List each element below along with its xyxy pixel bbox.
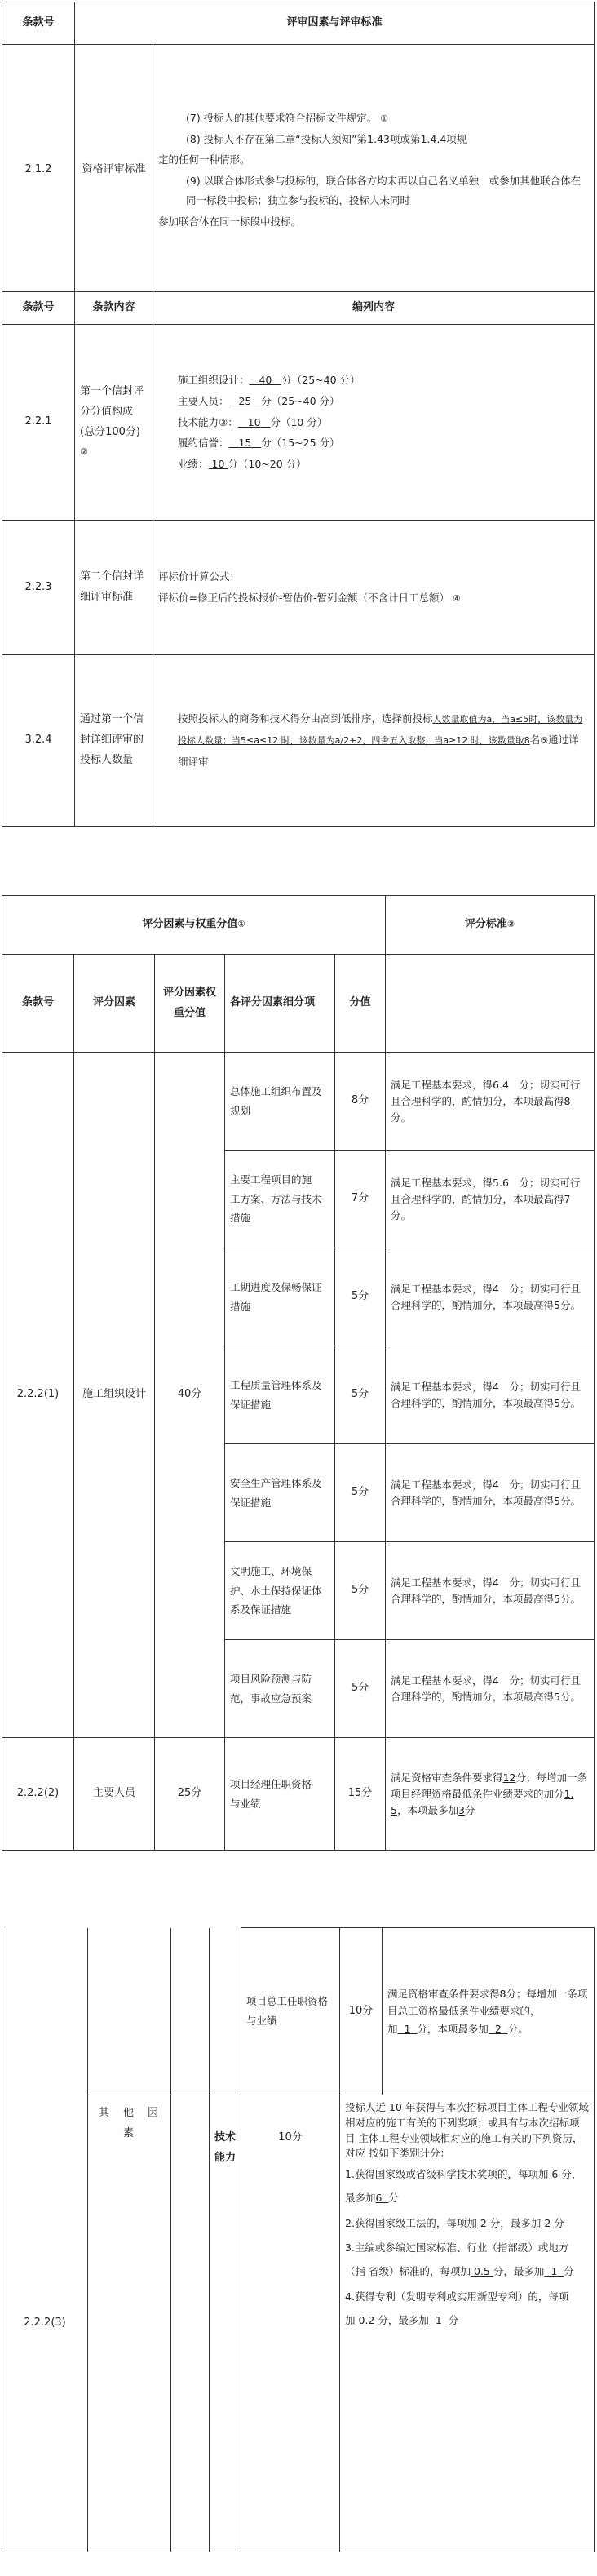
item-8-cont: 定的任何一种情形。 <box>158 153 250 166</box>
clause-content: 第一个信封评分分值构成(总分100分)② <box>75 325 153 521</box>
scoring-table <box>2 895 595 1851</box>
clause-content: 第二个信封详细评审标准 <box>75 521 153 655</box>
tech-ability-standard: 投标人近 10 年获得与本次招标项目主体工程专业领域 相对应的施工有关的下列奖项；或具有与本次招标项目 主体工程专业领域相对应的施工有关的下列资历，对应 按如下类别计分： 1.获得国家级或省级科学技术奖项的，每项加 6 分，最多加6 分 2.获得国家级工法的，每项加 2 分，最多加 2 分 3.主编或参编过国家标准、行业（指部级）或地方（指 省级）标准的，每项加 0.5 分，最多加 1 分 4.获得专利（发明专利或实用新型专利）的，每项加 0.2 分，最多加 1 分 <box>340 2095 595 2552</box>
item-9: (9) 以联合体形式参与投标的，联合体各方均未再以自己名义单独 或参加其他联合体在同一标段中投标；独立参与投标的，投标人未同时 <box>186 175 582 206</box>
table-row: 项目总工任职资格 与业绩 10分 满足资格审查条件要求得8分；每增加一条项目总工资格最低条件业绩要求的，加 1 分，本项最多加 2 分。 <box>2 1928 595 2095</box>
header-no: 条款号 <box>2 955 74 1053</box>
item-7: (7) 投标人的其他要求符合招标文件规定。 <box>186 111 378 124</box>
table-row: 文明施工、环境保 护、水土保持保证体系及保证措施 5分 满足工程基本要求，得4 分；切实可行且合理科学的，酌情加分，本项最高得5分。 <box>2 1542 595 1640</box>
pm-standard: 满足资格审查条件要求得12分；每增加一条项目经理资格最低条件业绩要求的加分1.5，本项最多加3分 <box>386 1738 595 1851</box>
chief-engineer-standard: 满足资格审查条件要求得8分；每增加一条项目总工资格最低条件业绩要求的，加 1 分，本项最多加 2 分。 <box>383 1928 595 2095</box>
score-line-credit: 履约信誉： 15 分（15~25 分） <box>178 437 340 450</box>
table-row <box>2 2095 595 2552</box>
evaluation-table <box>2 291 595 827</box>
sub-score: 10分 <box>241 2095 340 2552</box>
header-standard: 评分标准② <box>386 896 595 955</box>
clause-no: 2.2.1 <box>2 325 75 521</box>
score-line-personnel: 主要人员： 25 分（25~40 分） <box>178 394 340 407</box>
clause-name: 资格评审标准 <box>75 45 153 295</box>
col-header-no: 条款号 <box>2 2 75 45</box>
table-row: 2.2.2(1) 施工组织设计 40分 总体施工组织布置及规划 8分 满足工程基本要求，得6.4 分；切实可行且合理科学的，酌情加分，本项最高得8分。 <box>2 1053 595 1151</box>
item-8: (8) 投标人不存在第二章“投标人须知”第1.43项或第1.4.4项规 <box>186 132 467 145</box>
scoring-table-continued <box>2 1927 595 2552</box>
item-9-cont: 参加联合体在同一标段中投标。 <box>158 215 302 228</box>
clause-no: 2.2.2(2) <box>2 1738 74 1851</box>
clause-no: 2.2.2(1) <box>2 1053 74 1738</box>
score-line-performance: 业绩： 10 分（10~20 分） <box>178 458 307 471</box>
sub-item: 技术能力 <box>210 2095 241 2552</box>
factor-name: 主要人员 <box>74 1738 155 1851</box>
table-row: 工期进度及保畅保证措施 5分 满足工程基本要求，得4 分；切实可行且合理科学的，酌情加分，本项最高得5分。 <box>2 1248 595 1346</box>
factor-weight: 25分 <box>155 1738 225 1851</box>
footnote-mark: ④ <box>452 592 461 604</box>
col-header-factor: 评审因素与评审标准 <box>75 2 595 45</box>
clause-no: 3.2.4 <box>2 655 75 827</box>
standard-rule: 3.主编或参编过国家标准、行业（指部级）或地方（指 省级）标准的，每项加 0.5 分，最多加 1 分 <box>345 2241 574 2277</box>
table-row: 安全生产管理体系及保证措施 5分 满足工程基本要求，得4 分；切实可行且合理科学的，酌情加分，本项最高得5分。 <box>2 1444 595 1542</box>
factor-weight: 40分 <box>155 1053 225 1738</box>
header-sub: 各评分因素细分项 <box>225 955 335 1053</box>
patent-rule: 4.获得专利（发明专利或实用新型专利）的，每项加 0.2 分，最多加 1 分 <box>345 2290 569 2326</box>
col-header-content: 条款内容 <box>75 292 153 325</box>
method-rule: 2.获得国家级工法的，每项加 2 分，最多加 2 分 <box>345 2216 564 2229</box>
col-header-no: 条款号 <box>2 292 75 325</box>
score-line-tech: 技术能力③： 10 分（10 分） <box>178 415 328 428</box>
qualification-table <box>2 2 595 295</box>
table-row: 2.2.2(2) 主要人员 25分 项目经理任职资格 与业绩 15分 满足资格审查条件要求得12分；每增加一条项目经理资格最低条件业绩要求的加分1.5，本项最多加3分 <box>2 1738 595 1851</box>
header-score: 分值 <box>335 955 386 1053</box>
clause-no: 2.2.3 <box>2 521 75 655</box>
clause-content: 通过第一个信封详细评审的投标人数量 <box>75 655 153 827</box>
score-line-construction: 施工组织设计： 40 分（25~40 分） <box>178 374 360 387</box>
header-weight: 评分因素权重分值 <box>155 955 225 1053</box>
factor-name: 施工组织设计 <box>74 1053 155 1738</box>
factor-name: 其 他 因 素 <box>88 2095 171 2552</box>
table-row: 项目风险预测与防范，事故应急预案 5分 满足工程基本要求，得4 分；切实可行且合理科学的，酌情加分，本项最高得5分。 <box>2 1640 595 1738</box>
table-row: 工程质量管理体系及保证措施 5分 满足工程基本要求，得4 分；切实可行且合理科学的，酌情加分，本项最高得5分。 <box>2 1346 595 1444</box>
score-composition <box>153 325 595 521</box>
footnote-mark: ① <box>380 113 389 124</box>
footnote-mark: ⑤ <box>540 735 549 747</box>
bidder-count-rule: 按照投标人的商务和技术得分由高到低排序，选择前投标人数量取值为a，当a≤5时，该数量为投标人数量；当5≤a≤12 时，该数量为a/2+2，四舍五入取整，当a≥12 时，该数量取8名⑤通过详细评审 <box>153 655 595 827</box>
award-rule: 1.获得国家级或省级科学技术奖项的，每项加 6 分，最多加6 分 <box>345 2168 582 2204</box>
clause-content <box>153 45 595 295</box>
col-header-list: 编列内容 <box>153 292 595 325</box>
header-factors: 评分因素与权重分值① <box>2 896 386 955</box>
clause-no: 2.2.2(3) <box>2 2095 88 2552</box>
clause-no: 2.1.2 <box>2 45 75 295</box>
table-row: 主要工程项目的施 工方案、方法与技术措施 7分 满足工程基本要求，得5.6 分；切实可行且合理科学的，酌情加分，本项最高得7分。 <box>2 1151 595 1248</box>
footnote-mark: ② <box>80 446 88 458</box>
header-factor: 评分因素 <box>74 955 155 1053</box>
price-formula: 评标价计算公式： 评标价=修正后的投标报价-暂估价-暂列金额（不含计日工总额） ④ <box>153 521 595 655</box>
